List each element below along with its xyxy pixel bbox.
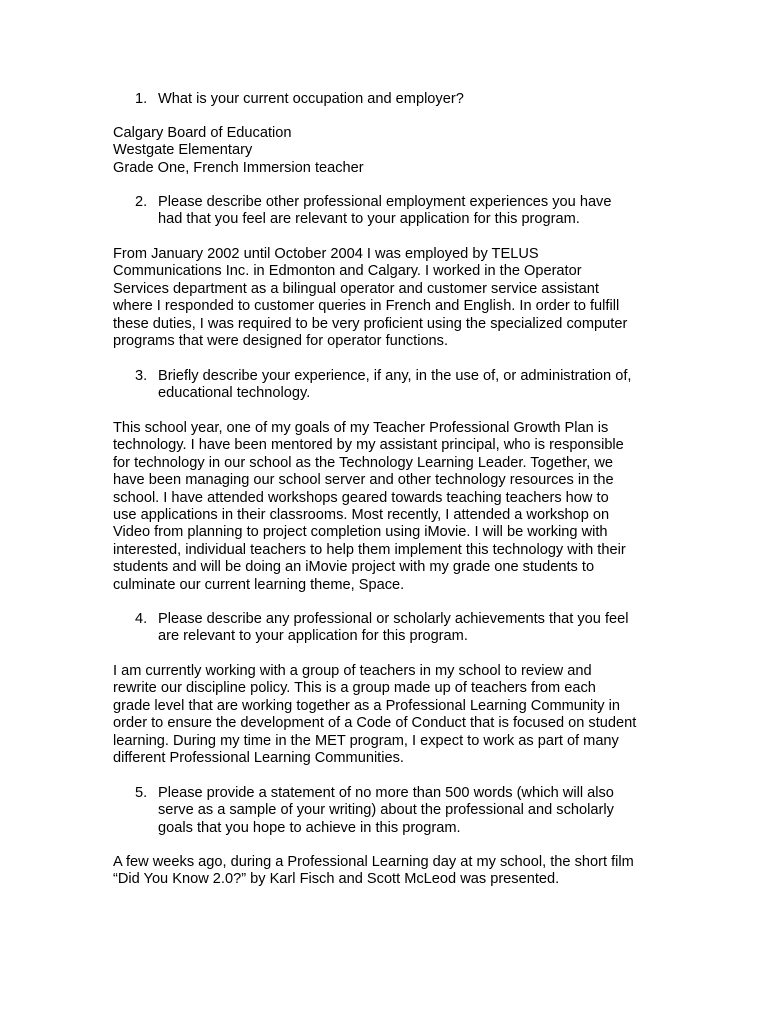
- question-text: [158, 194, 611, 229]
- question-text: [158, 785, 614, 837]
- answer-line: where I responded to customer queries in French and English. In order to fulfill: [113, 298, 620, 315]
- answer-line: these duties, I was required to be very proficient using the specialized computer: [113, 315, 628, 332]
- answer-line: technology. I have been mentored by my assistant principal, who is responsible: [113, 437, 624, 454]
- answer-line: programs that were designed for operator functions.: [113, 333, 449, 350]
- answer-5: [113, 854, 673, 889]
- question-number: 4.: [135, 611, 148, 627]
- answer-line: students and will be doing an iMovie project with my grade one students to: [113, 559, 595, 576]
- answer-line: interested, individual teachers to help them implement this technology with their: [113, 541, 626, 558]
- answer-line: Video from planning to project completion using iMovie. I will be working with: [113, 524, 608, 541]
- question-text: [158, 611, 629, 646]
- answer-line: A few weeks ago, during a Professional Learning day at my school, the short film: [113, 854, 634, 870]
- question-line: educational technology.: [158, 385, 311, 402]
- answer-line: rewrite our discipline policy. This is a group made up of teachers from each: [113, 680, 596, 697]
- answer-line: culminate our current learning theme, Space.: [113, 576, 405, 593]
- answer-line: different Professional Learning Communities.: [113, 750, 404, 767]
- answer-line: This school year, one of my goals of my Teacher Professional Growth Plan is: [113, 420, 609, 436]
- answer-line: learning. During my time in the MET program, I expect to work as part of many: [113, 732, 619, 749]
- question-text: [158, 368, 631, 403]
- answer-line: I am currently working with a group of teachers in my school to review and: [113, 663, 592, 679]
- answer-line: Services department as a bilingual operator and customer service assistant: [113, 280, 599, 297]
- answer-line: “Did You Know 2.0?” by Karl Fisch and Scott McLeod was presented.: [113, 871, 560, 888]
- answer-line: Grade One, French Immersion teacher: [113, 159, 364, 176]
- answer-2: [113, 246, 673, 350]
- answer-4: [113, 663, 673, 767]
- answer-line: From January 2002 until October 2004 I was employed by TELUS: [113, 246, 539, 262]
- question-number: 3.: [135, 368, 148, 384]
- answer-3: [113, 420, 673, 594]
- answer-line: for technology in our school as the Technology Learning Leader. Together, we: [113, 454, 614, 471]
- question-line: goals that you hope to achieve in this program.: [158, 819, 461, 836]
- answer-1: [113, 125, 673, 177]
- answer-line: order to ensure the development of a Code of Conduct that is focused on student: [113, 715, 637, 732]
- answer-line: grade level that are working together as a Professional Learning Community in: [113, 697, 621, 714]
- question-line: are relevant to your application for this program.: [158, 628, 468, 645]
- question-line: serve as a sample of your writing) about the professional and scholarly: [158, 802, 614, 819]
- question-line: Briefly describe your experience, if any, in the use of, or administration of,: [158, 368, 632, 384]
- question-number: 5.: [135, 785, 148, 801]
- answer-line: Calgary Board of Education: [113, 125, 292, 141]
- question-number: 1.: [135, 91, 148, 107]
- answer-line: Communications Inc. in Edmonton and Calgary. I worked in the Operator: [113, 263, 582, 280]
- question-line: Please provide a statement of no more than 500 words (which will also: [158, 785, 614, 801]
- question-line: Please describe other professional employment experiences you have: [158, 194, 612, 210]
- question-number: 2.: [135, 194, 148, 210]
- question-line: had that you feel are relevant to your application for this program.: [158, 211, 580, 228]
- answer-line: Westgate Elementary: [113, 142, 253, 159]
- question-line: What is your current occupation and employer?: [158, 91, 464, 107]
- answer-line: have been managing our school server and other technology resources in the: [113, 472, 614, 489]
- question-text: [158, 91, 464, 108]
- answer-line: school. I have attended workshops geared towards teaching teachers how to: [113, 489, 609, 506]
- answer-line: use applications in their classrooms. Most recently, I attended a workshop on: [113, 507, 610, 524]
- question-line: Please describe any professional or scholarly achievements that you feel: [158, 611, 629, 627]
